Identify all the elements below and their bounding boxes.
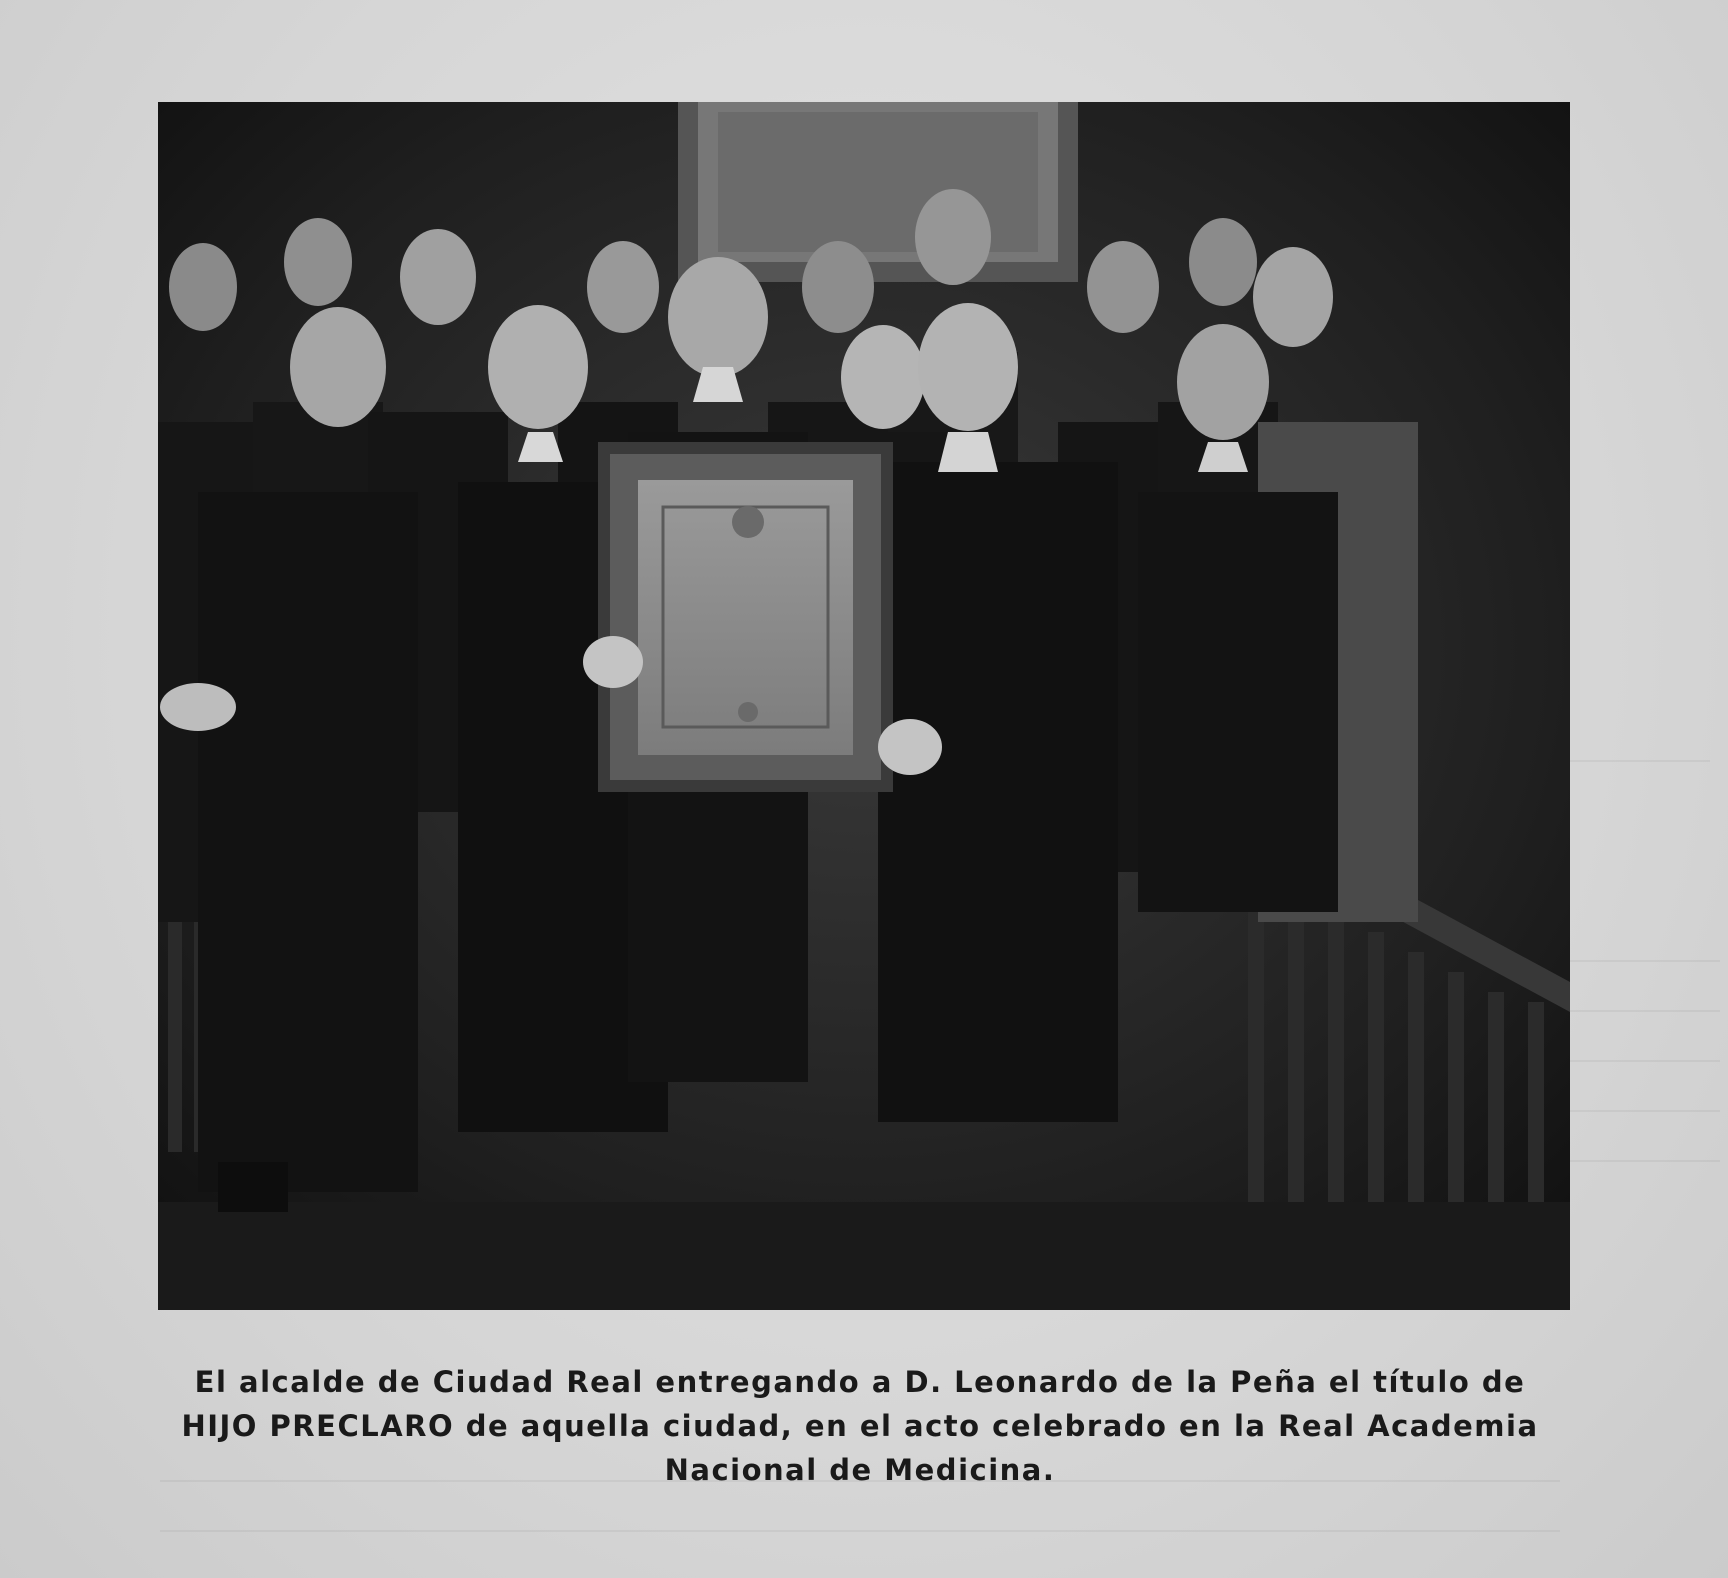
group-photograph bbox=[158, 102, 1570, 1310]
hand bbox=[583, 636, 643, 688]
bleed-through-text bbox=[1560, 960, 1720, 962]
bleed-through-text bbox=[160, 1530, 1560, 1532]
wall-painting bbox=[678, 102, 1078, 282]
caption-line-1: El alcalde de Ciudad Real entregando a D. Leonardo de la Peña el título de bbox=[194, 1365, 1526, 1399]
photo-illustration bbox=[158, 102, 1570, 1310]
floor bbox=[158, 1202, 1570, 1310]
bleed-through-text bbox=[1560, 1160, 1720, 1162]
hand bbox=[160, 683, 236, 731]
photo-caption bbox=[130, 1360, 1590, 1492]
bleed-through-text bbox=[1560, 1110, 1720, 1112]
hand bbox=[878, 719, 942, 775]
caption-line-3: Nacional de Medicina. bbox=[664, 1453, 1056, 1487]
caption-line-2: HIJO PRECLARO de aquella ciudad, en el acto celebrado en la Real Academia bbox=[181, 1409, 1539, 1443]
framed-diploma bbox=[598, 442, 893, 792]
bleed-through-text bbox=[1560, 1060, 1720, 1062]
bleed-through-text bbox=[1560, 1010, 1720, 1012]
